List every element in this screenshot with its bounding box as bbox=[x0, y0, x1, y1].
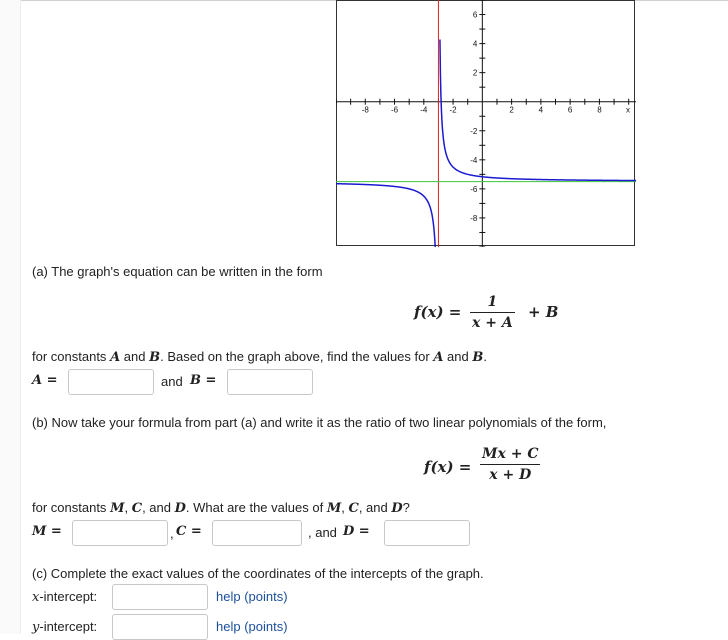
x-axis-label: x bbox=[626, 105, 630, 115]
label-d-prefix: , and bbox=[308, 525, 337, 540]
y-tick-label: 2 bbox=[472, 68, 478, 78]
x-tick-label: 6 bbox=[567, 105, 573, 115]
label-b: B = bbox=[190, 373, 217, 388]
x-intercept-text: -intercept: bbox=[39, 589, 98, 604]
x-tick-label: 2 bbox=[509, 105, 514, 115]
label-c: C = bbox=[176, 524, 202, 539]
y-intercept-text: -intercept: bbox=[39, 619, 98, 634]
part-b-q-m: M bbox=[326, 501, 342, 516]
part-a-constants-line bbox=[32, 349, 487, 365]
part-b-const-m: M bbox=[110, 501, 125, 516]
answer-b-input[interactable] bbox=[227, 369, 313, 395]
part-c-intro: (c) Complete the exact values of the coordinates of the intercepts of the graph. bbox=[32, 566, 484, 581]
x-tick-label: -4 bbox=[420, 105, 428, 115]
part-b-intro: (b) Now take your formula from part (a) and write it as the ratio of two linear polynomials of the form, bbox=[32, 415, 607, 430]
y-tick-label: -6 bbox=[470, 184, 478, 194]
x-intercept-help-link[interactable]: help (points) bbox=[216, 589, 288, 604]
part-b-frac-bar bbox=[480, 464, 540, 465]
part-a-instruction-b: B bbox=[472, 350, 484, 365]
y-tick-label: -4 bbox=[470, 155, 478, 165]
label-a: A = bbox=[32, 373, 58, 388]
x-tick-label: -2 bbox=[449, 105, 457, 115]
part-a-lhs bbox=[414, 303, 461, 321]
part-b-lhs: f(x) = bbox=[424, 458, 472, 476]
part-b-question: . What are the values of bbox=[185, 500, 324, 515]
part-b-const-d: D bbox=[174, 501, 186, 516]
y-intercept-label bbox=[32, 619, 97, 635]
y-intercept-help-link[interactable]: help (points) bbox=[216, 619, 288, 634]
x-tick-label: -6 bbox=[390, 105, 399, 115]
x-tick-label: -8 bbox=[361, 105, 369, 115]
y-intercept-input[interactable] bbox=[112, 614, 208, 640]
answer-m-input[interactable] bbox=[72, 520, 168, 546]
label-d: D = bbox=[343, 524, 370, 539]
part-a-instruction: . Based on the graph above, find the values for bbox=[160, 349, 430, 364]
part-b-frac-den: x + D bbox=[489, 467, 532, 483]
part-a-frac-bar bbox=[470, 312, 515, 313]
part-b-q-end: ? bbox=[402, 500, 410, 515]
x-intercept-label bbox=[32, 589, 97, 605]
answer-a-input[interactable] bbox=[68, 369, 154, 395]
part-b-q-d: D bbox=[391, 501, 403, 516]
part-a-instruction-a: A bbox=[433, 350, 444, 365]
part-a-frac-num: 1 bbox=[487, 294, 498, 310]
y-tick-label: 6 bbox=[472, 10, 478, 20]
part-a-frac-den: x + A bbox=[472, 315, 513, 331]
x-tick-label: 8 bbox=[597, 105, 602, 115]
x-intercept-var: x bbox=[32, 590, 40, 605]
part-a-const-b: B bbox=[149, 350, 161, 365]
label-c-prefix: , bbox=[170, 526, 174, 541]
part-b-q-sep1: , bbox=[341, 500, 345, 515]
part-b-sep1: , bbox=[124, 500, 129, 515]
part-b-q-c: C bbox=[348, 501, 359, 516]
part-b-frac-num: Mx + C bbox=[482, 446, 539, 462]
part-b-sep2: , and bbox=[142, 500, 171, 515]
label-m: M = bbox=[32, 524, 62, 539]
part-a-intro: (a) The graph's equation can be written in the form bbox=[32, 264, 323, 279]
x-tick-label: 4 bbox=[538, 105, 544, 115]
y-tick-label: 4 bbox=[472, 39, 478, 49]
part-a-instruction-end: . bbox=[483, 349, 487, 364]
part-b-fraction bbox=[480, 446, 540, 483]
x-intercept-input[interactable] bbox=[112, 584, 208, 610]
part-b-q-sep2: , and bbox=[358, 500, 388, 515]
part-a-instruction-and: and bbox=[447, 349, 469, 364]
part-b-for-prefix: for constants bbox=[32, 500, 107, 515]
y-intercept-var: y bbox=[32, 620, 40, 635]
answer-c-input[interactable] bbox=[212, 520, 302, 546]
answer-d-input[interactable] bbox=[384, 520, 470, 546]
graph-frame bbox=[337, 1, 635, 246]
part-b-const-c: C bbox=[131, 501, 143, 516]
part-b-constants-line bbox=[32, 500, 410, 516]
rational-function-graph bbox=[336, 0, 636, 247]
part-a-fraction bbox=[470, 294, 515, 331]
label-b-and: and bbox=[161, 374, 183, 389]
y-tick-label: -2 bbox=[470, 126, 478, 136]
left-gutter bbox=[0, 0, 21, 634]
part-a-and: and bbox=[123, 349, 146, 364]
part-a-const-a: A bbox=[110, 350, 121, 365]
part-a-for-prefix: for constants bbox=[32, 349, 107, 364]
part-a-plus-b: + B bbox=[528, 303, 559, 321]
y-tick-label: -8 bbox=[470, 213, 478, 223]
part-a-lhs-text: f(x) = bbox=[414, 303, 462, 321]
